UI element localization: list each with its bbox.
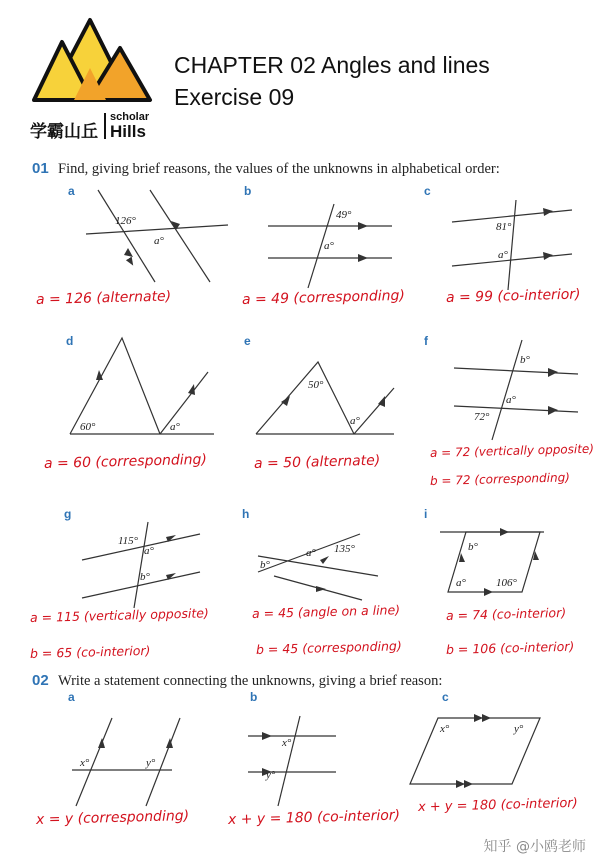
fig-a-126: 126°: [115, 215, 136, 227]
answer-g-2: b = 65 (co-interior): [29, 642, 151, 661]
exercise-title: Exercise 09: [174, 84, 295, 110]
fig-d-60: 60°: [80, 421, 96, 433]
q1-part-a-label: a: [68, 184, 75, 198]
q2-part-c-label: c: [442, 690, 449, 704]
fig-g-a: a°: [144, 545, 154, 557]
q1-part-i-label: i: [424, 507, 428, 521]
brand-english-bottom: Hills: [110, 122, 146, 141]
q2-figure-a: [72, 718, 180, 806]
fig-g-115: 115°: [118, 535, 139, 547]
q1-part-b-label: b: [244, 184, 252, 198]
fig-i-106: 106°: [496, 577, 517, 589]
q2b-x: x°: [282, 737, 292, 749]
fig-i-a: a°: [456, 577, 466, 589]
chapter-title: CHAPTER 02 Angles and lines: [174, 52, 490, 78]
fig-h-b: b°: [260, 559, 270, 571]
q2a-y: y°: [146, 757, 156, 769]
answer-f-1: a = 72 (vertically opposite): [429, 441, 595, 460]
answer-b: a = 49 (corresponding): [241, 287, 406, 308]
answer-f-2: b = 72 (corresponding): [429, 470, 571, 488]
answer-a: a = 126 (alternate): [35, 288, 172, 308]
watermark: 知乎 @小鸥老师: [483, 839, 586, 855]
fig-c-81: 81°: [496, 221, 512, 233]
fig-f-b: b°: [520, 354, 530, 366]
fig-f-a: a°: [506, 394, 516, 406]
fig-h-a: a°: [306, 547, 316, 559]
q1-part-e-label: e: [244, 334, 251, 348]
answer-q2-c: x + y = 180 (co-interior): [417, 795, 578, 815]
q2-part-a-label: a: [68, 690, 75, 704]
q2a-x: x°: [80, 757, 90, 769]
q2-figure-c: [410, 714, 540, 788]
fig-c-a: a°: [498, 249, 508, 261]
fig-b-a: a°: [324, 240, 334, 252]
fig-i-b: b°: [468, 541, 478, 553]
q1-part-g-label: g: [64, 507, 72, 521]
answer-q2-b: x + y = 180 (co-interior): [227, 807, 401, 828]
question-1-text: Find, giving brief reasons, the values of the unknowns in alphabetical order:: [58, 161, 500, 177]
question-1-number: 01: [32, 160, 49, 177]
q1-part-h-label: h: [242, 507, 250, 521]
answer-h-1: a = 45 (angle on a line): [251, 602, 401, 621]
fig-f-72: 72°: [474, 411, 490, 423]
answer-q2-a: x = y (corresponding): [35, 807, 190, 828]
question-2-text: Write a statement connecting the unknowns, giving a brief reason:: [58, 673, 443, 689]
q2b-y: y°: [266, 769, 276, 781]
brand-english-top: scholar: [110, 111, 150, 123]
answer-h-2: b = 45 (corresponding): [255, 638, 402, 657]
answer-e: a = 50 (alternate): [253, 452, 381, 472]
answer-c: a = 99 (co-interior): [445, 286, 581, 306]
fig-h-135: 135°: [334, 543, 355, 555]
question-2-number: 02: [32, 672, 49, 689]
answer-i-1: a = 74 (co-interior): [445, 604, 567, 623]
fig-d-a: a°: [170, 421, 180, 433]
q1-part-c-label: c: [424, 184, 431, 198]
q1-part-f-label: f: [424, 334, 428, 348]
q2c-x: x°: [440, 723, 450, 735]
answer-i-2: b = 106 (co-interior): [445, 638, 575, 657]
fig-a-a: a°: [154, 235, 164, 247]
q2-part-b-label: b: [250, 690, 258, 704]
brand-chinese: 学霸山丘: [30, 122, 98, 142]
fig-e-a: a°: [350, 415, 360, 427]
fig-e-50: 50°: [308, 379, 324, 391]
answer-d: a = 60 (corresponding): [43, 451, 208, 472]
fig-g-b: b°: [140, 571, 150, 583]
q2c-y: y°: [514, 723, 524, 735]
answer-g-1: a = 115 (vertically opposite): [29, 605, 209, 625]
q1-part-d-label: d: [66, 334, 74, 348]
q2-figure-b: [248, 716, 336, 806]
fig-b-49: 49°: [336, 209, 352, 221]
